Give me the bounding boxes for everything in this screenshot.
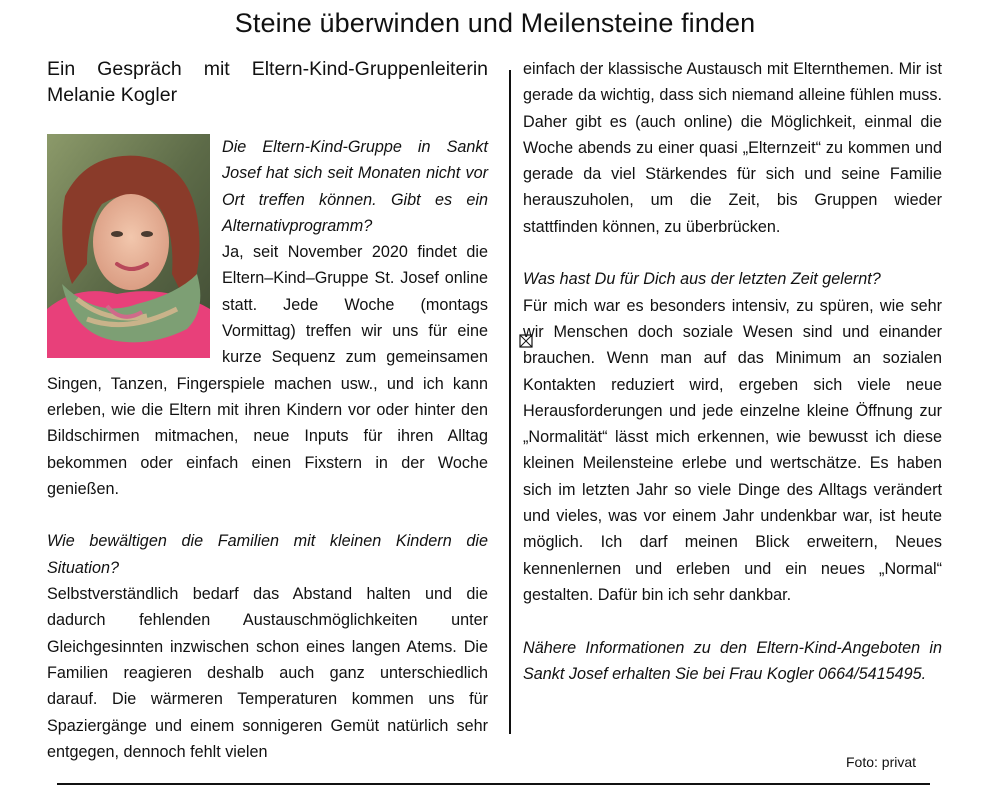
photo-credit: Foto: privat	[846, 754, 917, 770]
left-column	[47, 56, 488, 765]
question-3: Was hast Du für Dich aus der letzten Zeit gelernt?	[523, 270, 881, 289]
bottom-rule	[57, 783, 930, 785]
placeholder-box-icon	[519, 334, 533, 348]
answer-1: Ja, seit November 2020 findet die Eltern–Kind–Gruppe St. Josef online statt. Jede Woche (montags Vormittag) treffen wir uns für eine kurze Sequenz zum gemeinsamen Singen, Tanzen, Fingerspiele machen usw., und ich kann erleben, wie die Eltern mit ihren Kindern vor oder hinter den Bildschirmen mitmachen, neue Inputs für ihren Alltag bekommen oder einfach einen Fixstern in der Woche genießen.	[47, 243, 488, 498]
contact-info: Nähere Informationen zu den Eltern-Kind-Angeboten in Sankt Josef erhalten Sie bei Frau Kogler 0664/5415495.	[523, 638, 942, 683]
article-subtitle: Ein Gespräch mit Eltern-Kind-Gruppenleiterin Melanie Kogler	[47, 58, 488, 106]
question-1: Die Eltern-Kind-Gruppe in Sankt Josef hat sich seit Monaten nicht vor Ort treffen können. Gibt es ein Alternativprogramm?	[222, 138, 488, 235]
answer-3: Für mich war es besonders intensiv, zu spüren, wie sehr wir Menschen doch soziale Wesen sind und einander brauchen. Wenn man auf das Minimum an sozialen Kontakten reduziert wird, ergeben sich viele neue Herausforderungen und jede einzelne kleine Öffnung zur „Normalität“ lässt mich erkennen, wie bewusst ich diese kleinen Meilensteine erlebe und wertschätze. Es haben sich im letzten Jahr so viele Dinge des Alltags verändert und vieles, was vor einem Jahr undenkbar war, ist heute möglich. Ich darf meinen Blick erweitern, Neues kennenlernen und erleben und ein neues „Normal“ gestalten. Dafür bin ich sehr dankbar.	[523, 296, 942, 604]
portrait-photo	[47, 134, 210, 358]
right-column	[523, 56, 942, 687]
answer-2: Selbstverständlich bedarf das Abstand halten und die dadurch fehlenden Austauschmöglichkeiten unter Gleichgesinnten inzwischen schon eines langen Atems. Die Familien reagieren deshalb auch ganz unterschiedlich darauf. Die wärmeren Temperaturen kommen uns für Spaziergänge und einem sonnigeren Gemüt natürlich sehr entgegen, dennoch fehlt vielen	[47, 585, 488, 761]
column-divider	[509, 70, 511, 734]
question-2: Wie bewältigen die Familien mit kleinen Kindern die Situation?	[47, 532, 488, 577]
answer-2-continued: einfach der klassische Austausch mit Elternthemen. Mir ist gerade da wichtig, dass sich niemand alleine fühlen muss. Daher gibt es (auch online) die Möglichkeit, einmal die Woche abends zu einer quasi „Elternzeit“ zu kommen und gerade da viel Stärkendes für sich und seine Familie herauszuholen, um die Zeit, bis Gruppen wieder stattfinden können, zu überbrücken.	[523, 60, 942, 236]
article-title: Steine überwinden und Meilensteine finden	[234, 8, 756, 38]
